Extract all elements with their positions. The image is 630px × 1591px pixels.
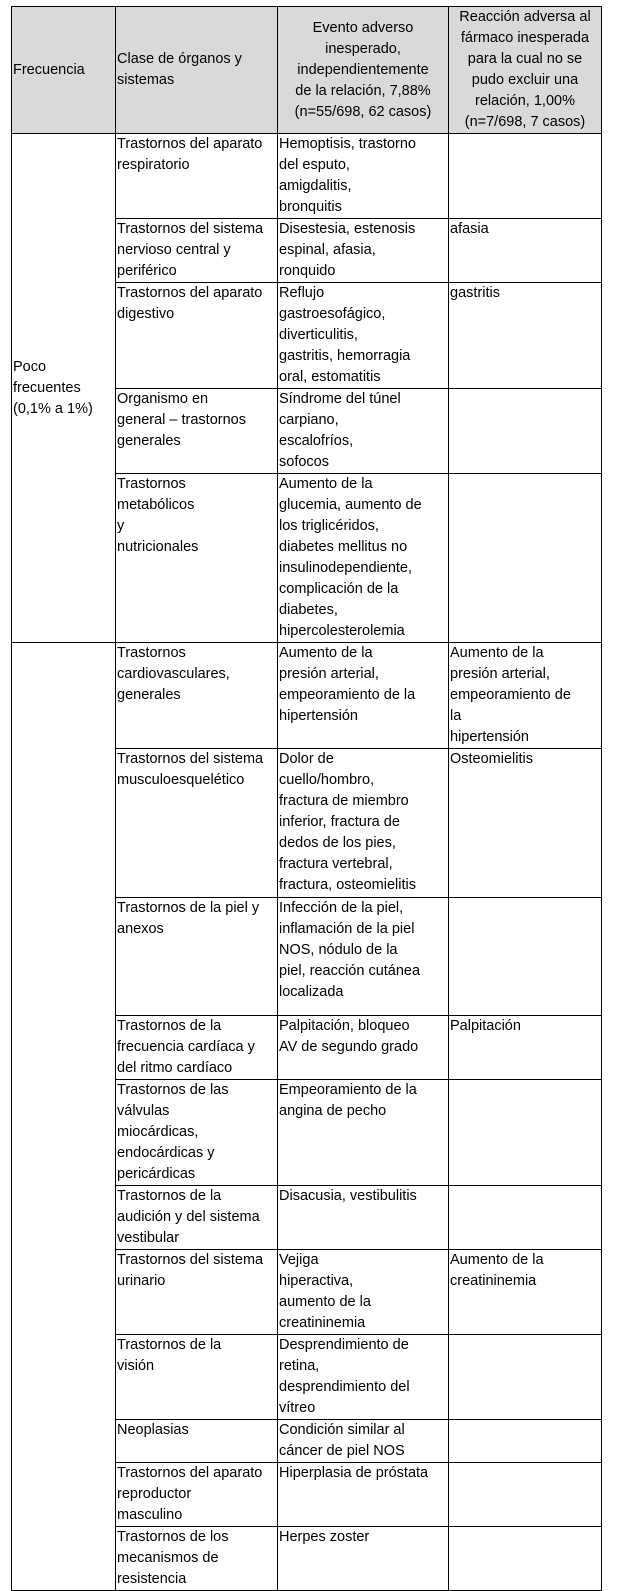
header-row: [12, 7, 602, 134]
adverse-events-table: [11, 6, 602, 1591]
table-row: [12, 134, 602, 219]
unexpected-event-cell: Dolor de cuello/hombro, fractura de miembro inferior, fractura de dedos de los pies, fractura vertebral, fractura, osteomielitis: [278, 749, 449, 898]
table-row: [12, 643, 602, 749]
organ-class-cell: Trastornos del sistema musculoesquelético: [116, 749, 278, 898]
adverse-reaction-cell: [449, 474, 602, 643]
adverse-reaction-cell: [449, 1335, 602, 1420]
header-organ-class: Clase de órganos y sistemas: [116, 7, 278, 134]
adverse-reaction-cell: [449, 1527, 602, 1591]
table-header: [12, 7, 602, 134]
unexpected-event-cell: Palpitación, bloqueo AV de segundo grado: [278, 1016, 449, 1080]
organ-class-cell: Trastornos del sistema urinario: [116, 1250, 278, 1335]
table-body: [12, 134, 602, 1591]
adverse-reaction-cell: afasia: [449, 219, 602, 283]
unexpected-event-cell: Infección de la piel, inflamación de la piel NOS, nódulo de la piel, reacción cutánea localizada: [278, 898, 449, 1016]
organ-class-cell: Trastornos del aparato respiratorio: [116, 134, 278, 219]
organ-class-cell: Trastornos de la piel y anexos: [116, 898, 278, 1016]
header-frequency: Frecuencia: [12, 7, 116, 134]
organ-class-cell: Trastornos del aparato reproductor masculino: [116, 1463, 278, 1527]
adverse-reaction-cell: [449, 1463, 602, 1527]
organ-class-cell: Trastornos de la audición y del sistema vestibular: [116, 1186, 278, 1250]
adverse-reaction-cell: Aumento de la creatininemia: [449, 1250, 602, 1335]
organ-class-cell: Trastornos metabólicos y nutricionales: [116, 474, 278, 643]
adverse-reaction-cell: [449, 1420, 602, 1463]
frequency-cell: Poco frecuentes (0,1% a 1%): [12, 134, 116, 643]
organ-class-cell: Neoplasias: [116, 1420, 278, 1463]
frequency-cell: [12, 643, 116, 1591]
adverse-reaction-cell: [449, 389, 602, 474]
adverse-reaction-cell: [449, 134, 602, 219]
unexpected-event-cell: Herpes zoster: [278, 1527, 449, 1591]
organ-class-cell: Trastornos del aparato digestivo: [116, 283, 278, 389]
unexpected-event-cell: Aumento de la presión arterial, empeoramiento de la hipertensión: [278, 643, 449, 749]
unexpected-event-cell: Vejiga hiperactiva, aumento de la creatininemia: [278, 1250, 449, 1335]
adverse-reaction-cell: [449, 898, 602, 1016]
header-adverse-reaction: Reacción adversa al fármaco inesperada para la cual no se pudo excluir una relación, 1,00% (n=7/698, 7 casos): [449, 7, 602, 134]
organ-class-cell: Trastornos del sistema nervioso central y periférico: [116, 219, 278, 283]
organ-class-cell: Trastornos cardiovasculares, generales: [116, 643, 278, 749]
adverse-reaction-cell: [449, 1080, 602, 1186]
unexpected-event-cell: Condición similar al cáncer de piel NOS: [278, 1420, 449, 1463]
unexpected-event-cell: Disestesia, estenosis espinal, afasia, ronquido: [278, 219, 449, 283]
unexpected-event-cell: Hiperplasia de próstata: [278, 1463, 449, 1527]
unexpected-event-cell: Empeoramiento de la angina de pecho: [278, 1080, 449, 1186]
adverse-reaction-cell: gastritis: [449, 283, 602, 389]
organ-class-cell: Trastornos de las válvulas miocárdicas, endocárdicas y pericárdicas: [116, 1080, 278, 1186]
organ-class-cell: Trastornos de los mecanismos de resistencia: [116, 1527, 278, 1591]
unexpected-event-cell: Disacusia, vestibulitis: [278, 1186, 449, 1250]
unexpected-event-cell: Desprendimiento de retina, desprendimiento del vítreo: [278, 1335, 449, 1420]
adverse-reaction-cell: [449, 1186, 602, 1250]
unexpected-event-cell: Aumento de la glucemia, aumento de los triglicéridos, diabetes mellitus no insulinodependiente, complicación de la diabetes, hipercolesterolemia: [278, 474, 449, 643]
organ-class-cell: Trastornos de la frecuencia cardíaca y del ritmo cardíaco: [116, 1016, 278, 1080]
unexpected-event-cell: Hemoptisis, trastorno del esputo, amigdalitis, bronquitis: [278, 134, 449, 219]
organ-class-cell: Organismo en general – trastornos generales: [116, 389, 278, 474]
adverse-reaction-cell: Osteomielitis: [449, 749, 602, 898]
adverse-reaction-cell: Aumento de la presión arterial, empeoramiento de la hipertensión: [449, 643, 602, 749]
header-unexpected-event: Evento adverso inesperado, independientemente de la relación, 7,88% (n=55/698, 62 casos): [278, 7, 449, 134]
unexpected-event-cell: Reflujo gastroesofágico, diverticulitis, gastritis, hemorragia oral, estomatitis: [278, 283, 449, 389]
adverse-reaction-cell: Palpitación: [449, 1016, 602, 1080]
unexpected-event-cell: Síndrome del túnel carpiano, escalofríos, sofocos: [278, 389, 449, 474]
organ-class-cell: Trastornos de la visión: [116, 1335, 278, 1420]
